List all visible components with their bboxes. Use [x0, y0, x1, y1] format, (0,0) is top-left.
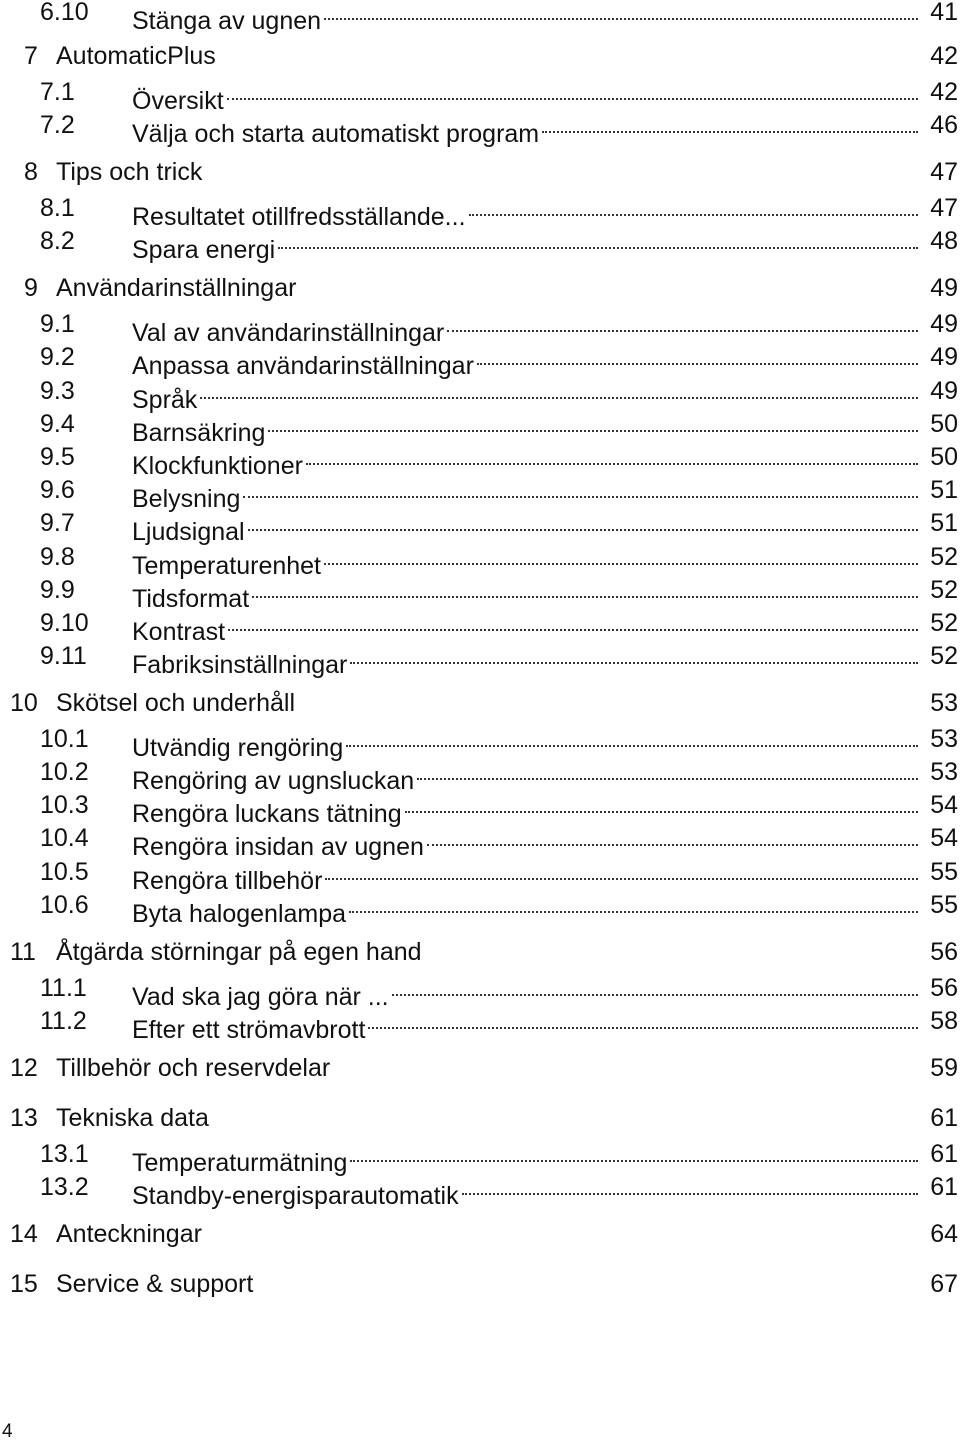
- dot-leader: [349, 889, 918, 922]
- toc-number: 9: [24, 274, 38, 302]
- toc-page-number: 47: [930, 194, 958, 222]
- toc-page-number: 51: [930, 509, 958, 537]
- toc-title: Vad ska jag göra när ...: [132, 983, 389, 1011]
- toc-section[interactable]: [0, 856, 960, 895]
- dot-leader: [350, 640, 918, 673]
- toc-number: 9.8: [40, 543, 75, 571]
- toc-number: 13.1: [40, 1140, 89, 1168]
- toc-title: Tekniska data: [56, 1104, 209, 1132]
- toc-number: 9.11: [40, 642, 87, 670]
- toc-page-number: 61: [930, 1140, 958, 1168]
- toc-number: 11: [10, 938, 36, 966]
- toc-number: 7.1: [40, 78, 75, 106]
- toc-section[interactable]: [0, 723, 960, 762]
- toc-number: 10.6: [40, 891, 89, 919]
- toc-section[interactable]: [0, 76, 960, 115]
- toc-number: 8.1: [40, 194, 75, 222]
- toc-page-number: 42: [930, 42, 958, 70]
- toc-title: Rengöring av ugnsluckan: [132, 767, 415, 795]
- toc-page-number: 49: [930, 377, 958, 405]
- toc-number: 13: [10, 1104, 38, 1132]
- dot-leader: [542, 109, 918, 142]
- dot-leader: [477, 341, 918, 374]
- toc-number: 10: [10, 689, 38, 717]
- toc-page-number: 59: [930, 1054, 958, 1082]
- toc-title: Tillbehör och reservdelar: [56, 1054, 331, 1082]
- dot-leader: [243, 474, 918, 507]
- toc-label: [132, 225, 918, 267]
- toc-section[interactable]: [0, 1138, 960, 1177]
- toc-title: Översikt: [132, 87, 224, 115]
- toc-chapter[interactable]: [0, 272, 960, 305]
- toc-chapter[interactable]: [0, 687, 960, 720]
- toc-number: 11.2: [40, 1007, 87, 1035]
- dot-leader: [252, 574, 918, 607]
- toc-page-number: 49: [930, 343, 958, 371]
- toc-page-number: 56: [930, 938, 958, 966]
- toc-number: 9.10: [40, 609, 89, 637]
- toc-number: 10.5: [40, 858, 89, 886]
- toc-page-number: 64: [930, 1220, 958, 1248]
- toc-page-number: 54: [930, 824, 958, 852]
- toc-page-number: 53: [930, 758, 958, 786]
- toc-title: Belysning: [132, 485, 241, 513]
- toc-title: Spara energi: [132, 236, 276, 264]
- toc-section[interactable]: [0, 541, 960, 580]
- toc-label: [132, 889, 918, 931]
- toc-title: Efter ett strömavbrott: [132, 1016, 366, 1044]
- dot-leader: [469, 192, 918, 225]
- toc-page-number: 50: [930, 410, 958, 438]
- toc-page-number: 53: [930, 689, 958, 717]
- toc-page-number: 55: [930, 891, 958, 919]
- toc-chapter[interactable]: [0, 936, 960, 969]
- toc-section[interactable]: [0, 375, 960, 414]
- toc-page-number: 50: [930, 443, 958, 471]
- toc-chapter[interactable]: [0, 156, 960, 189]
- toc-section[interactable]: [0, 640, 960, 679]
- toc-page-number: 52: [930, 576, 958, 604]
- toc-number: 10.2: [40, 758, 89, 786]
- toc-page-number: 55: [930, 858, 958, 886]
- toc-title: Standby-energisparautomatik: [132, 1182, 459, 1210]
- toc-chapter[interactable]: [0, 1268, 960, 1301]
- dot-leader: [268, 408, 918, 441]
- toc-label: [132, 109, 918, 151]
- dot-leader: [324, 541, 918, 574]
- toc-section[interactable]: [0, 789, 960, 828]
- toc-number: 9.6: [40, 476, 75, 504]
- toc-section[interactable]: [0, 889, 960, 928]
- toc-page-number: 54: [930, 791, 958, 819]
- toc-number: 10.4: [40, 824, 89, 852]
- dot-leader: [200, 375, 918, 408]
- toc-title: Anteckningar: [56, 1220, 202, 1248]
- toc-number: 10.1: [40, 725, 89, 753]
- toc-page-number: 51: [930, 476, 958, 504]
- toc-number: 9.9: [40, 576, 75, 604]
- toc-page-number: 56: [930, 974, 958, 1002]
- toc-page-number: 41: [930, 0, 958, 26]
- toc-page-number: 49: [930, 274, 958, 302]
- toc-page-number: 52: [930, 609, 958, 637]
- toc-number: 9.1: [40, 310, 75, 338]
- toc-title: Ljudsignal: [132, 518, 245, 546]
- toc-section[interactable]: [0, 341, 960, 380]
- toc-title: Fabriksinställningar: [132, 651, 348, 679]
- dot-leader: [350, 1138, 918, 1171]
- toc-label: [132, 640, 918, 682]
- toc-label: [132, 1005, 918, 1047]
- dot-leader: [227, 76, 918, 109]
- dot-leader: [306, 441, 918, 474]
- toc-number: 9.7: [40, 509, 75, 537]
- toc-title: Åtgärda störningar på egen hand: [56, 938, 422, 966]
- toc-title: Utvändig rengöring: [132, 734, 344, 762]
- toc-number: 14: [10, 1220, 38, 1248]
- toc-number: 8.2: [40, 227, 75, 255]
- toc-number: 9.4: [40, 410, 75, 438]
- dot-leader: [427, 822, 918, 855]
- toc-section[interactable]: [0, 441, 960, 480]
- toc-section[interactable]: [0, 822, 960, 861]
- toc-section[interactable]: [0, 1005, 960, 1044]
- toc-page-number: 61: [930, 1173, 958, 1201]
- toc-section[interactable]: [0, 1171, 960, 1210]
- toc-title: Rengöra insidan av ugnen: [132, 833, 424, 861]
- dot-leader: [392, 972, 918, 1005]
- toc-page-number: 61: [930, 1104, 958, 1132]
- dot-leader: [447, 308, 918, 341]
- dot-leader: [324, 0, 918, 29]
- toc-title: Språk: [132, 386, 198, 414]
- toc-title: Anpassa användarinställningar: [132, 352, 474, 380]
- toc-section[interactable]: [0, 507, 960, 546]
- toc-title: Rengöra tillbehör: [132, 867, 323, 895]
- toc-section[interactable]: [0, 408, 960, 447]
- toc-page-number: 42: [930, 78, 958, 106]
- toc-number: 11.1: [40, 974, 87, 1002]
- dot-leader: [228, 607, 918, 640]
- toc-title: Tips och trick: [56, 158, 203, 186]
- toc-title: AutomaticPlus: [56, 42, 216, 70]
- toc-title: Tidsformat: [132, 585, 250, 613]
- toc-title: Temperaturenhet: [132, 552, 322, 580]
- toc-title: Kontrast: [132, 618, 226, 646]
- toc-title: Temperaturmätning: [132, 1149, 348, 1177]
- toc-page-number: 46: [930, 111, 958, 139]
- toc-title: Barnsäkring: [132, 419, 266, 447]
- dot-leader: [417, 756, 918, 789]
- toc-section[interactable]: [0, 109, 960, 148]
- toc-title: Användarinställningar: [56, 274, 297, 302]
- dot-leader: [325, 856, 918, 889]
- toc-number: 15: [10, 1270, 38, 1298]
- toc-number: 8: [24, 158, 38, 186]
- toc-title: Stänga av ugnen: [132, 7, 322, 35]
- toc-section[interactable]: [0, 192, 960, 231]
- toc-title: Rengöra luckans tätning: [132, 800, 402, 828]
- toc-label: [132, 0, 918, 38]
- toc-page-number: 52: [930, 543, 958, 571]
- dot-leader: [368, 1005, 918, 1038]
- toc-title: Byta halogenlampa: [132, 900, 347, 928]
- dot-leader: [278, 225, 918, 258]
- page-number: 4: [2, 1421, 13, 1442]
- toc-title: Skötsel och underhåll: [56, 689, 296, 717]
- toc-number: 9.3: [40, 377, 75, 405]
- toc-page-number: 58: [930, 1007, 958, 1035]
- toc-page-number: 48: [930, 227, 958, 255]
- dot-leader: [248, 507, 918, 540]
- dot-leader: [405, 789, 918, 822]
- toc-title: Val av användarinställningar: [132, 319, 445, 347]
- toc-page-number: 52: [930, 642, 958, 670]
- toc-number: 13.2: [40, 1173, 89, 1201]
- toc-number: 6.10: [40, 0, 89, 26]
- toc-number: 9.2: [40, 343, 75, 371]
- toc-section[interactable]: [0, 474, 960, 513]
- toc-section[interactable]: [0, 972, 960, 1011]
- toc-section[interactable]: [0, 225, 960, 264]
- toc-label: [132, 1171, 918, 1213]
- toc-chapter[interactable]: [0, 1102, 960, 1135]
- toc-page-number: 49: [930, 310, 958, 338]
- toc-chapter[interactable]: [0, 1218, 960, 1251]
- toc-page-number: 53: [930, 725, 958, 753]
- toc-section[interactable]: [0, 0, 960, 35]
- toc-page-number: 67: [930, 1270, 958, 1298]
- toc-title: Välja och starta automatiskt program: [132, 120, 540, 148]
- toc-section[interactable]: [0, 308, 960, 347]
- toc-section[interactable]: [0, 574, 960, 613]
- toc-number: 10.3: [40, 791, 89, 819]
- toc-number: 9.5: [40, 443, 75, 471]
- toc-chapter[interactable]: [0, 1052, 960, 1085]
- toc-section[interactable]: [0, 607, 960, 646]
- toc-title: Klockfunktioner: [132, 452, 303, 480]
- toc-section[interactable]: [0, 756, 960, 795]
- dot-leader: [462, 1171, 918, 1204]
- toc-title: Resultatet otillfredsställande...: [132, 203, 466, 231]
- toc-title: Service & support: [56, 1270, 254, 1298]
- toc-number: 12: [10, 1054, 38, 1082]
- toc-chapter[interactable]: [0, 40, 960, 73]
- dot-leader: [346, 723, 918, 756]
- toc-number: 7: [24, 42, 38, 70]
- toc-number: 7.2: [40, 111, 75, 139]
- toc-page-number: 47: [930, 158, 958, 186]
